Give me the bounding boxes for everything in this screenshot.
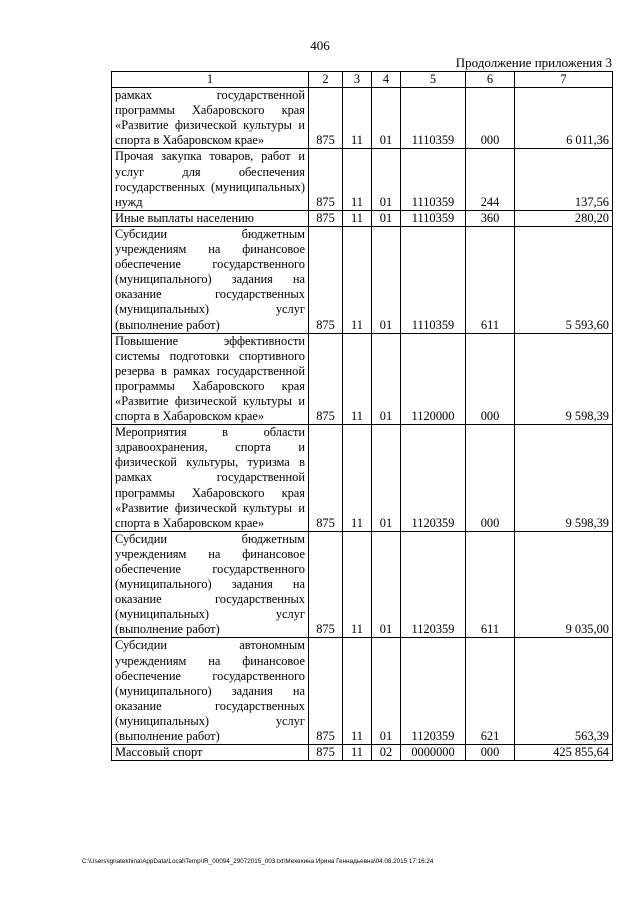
footer-file-path: C:\Users\ignatekhina\AppData\Local\Temp\IR_00094_29072015_003.txt\Мехехина Ирина Геннадьевна\04.08.2015 17:16:24 <box>82 858 434 865</box>
row-amount: 9 598,39 <box>515 333 613 425</box>
row-description: Субсидии автономным учреждениям на финансовое обеспечение государственного (муниципального) задания на оказание государственных (муниципальных) услуг (выполнение работ) <box>112 638 309 745</box>
row-admin-code: 875 <box>309 531 343 638</box>
budget-table <box>111 71 613 761</box>
header-col-7: 7 <box>515 72 613 88</box>
row-section: 11 <box>343 88 372 149</box>
header-col-5: 5 <box>401 72 466 88</box>
row-subsection: 02 <box>372 745 401 761</box>
row-subsection: 01 <box>372 149 401 210</box>
row-description: Субсидии бюджетным учреждениям на финансовое обеспечение государственного (муниципального) задания на оказание государственных (муниципальных) услуг (выполнение работ) <box>112 531 309 638</box>
row-amount: 5 593,60 <box>515 226 613 333</box>
row-description: Повышение эффективности системы подготовки спортивного резерва в рамках государственной программы Хабаровского края «Развитие физической культуры и спорта в Хабаровском крае» <box>112 333 309 425</box>
row-target-article: 1120359 <box>401 638 466 745</box>
row-target-article: 1110359 <box>401 226 466 333</box>
row-section: 11 <box>343 425 372 532</box>
row-admin-code: 875 <box>309 638 343 745</box>
row-amount: 425 855,64 <box>515 745 613 761</box>
row-amount: 563,39 <box>515 638 613 745</box>
row-description: Субсидии бюджетным учреждениям на финансовое обеспечение государственного (муниципального) задания на оказание государственных (муниципальных) услуг (выполнение работ) <box>112 226 309 333</box>
row-expense-type: 244 <box>466 149 515 210</box>
row-target-article: 1110359 <box>401 149 466 210</box>
row-description: Мероприятия в области здравоохранения, спорта и физической культуры, туризма в рамках государственной программы Хабаровского края «Развитие физической культуры и спорта в Хабаровском крае» <box>112 425 309 532</box>
row-section: 11 <box>343 745 372 761</box>
table-row <box>112 745 613 761</box>
row-amount: 280,20 <box>515 210 613 226</box>
row-description: Прочая закупка товаров, работ и услуг для обеспечения государственных (муниципальных) нужд <box>112 149 309 210</box>
row-section: 11 <box>343 149 372 210</box>
row-section: 11 <box>343 210 372 226</box>
table-row <box>112 425 613 532</box>
row-expense-type: 000 <box>466 333 515 425</box>
row-subsection: 01 <box>372 226 401 333</box>
row-admin-code: 875 <box>309 149 343 210</box>
table-header-row <box>112 72 613 88</box>
page-number: 406 <box>310 38 330 53</box>
row-subsection: 01 <box>372 333 401 425</box>
row-amount: 6 011,36 <box>515 88 613 149</box>
row-subsection: 01 <box>372 531 401 638</box>
table-row <box>112 210 613 226</box>
row-subsection: 01 <box>372 425 401 532</box>
row-admin-code: 875 <box>309 333 343 425</box>
row-section: 11 <box>343 333 372 425</box>
row-expense-type: 611 <box>466 226 515 333</box>
continuation-label: Продолжение приложения 3 <box>455 55 612 70</box>
header-col-2: 2 <box>309 72 343 88</box>
table-row <box>112 333 613 425</box>
row-expense-type: 360 <box>466 210 515 226</box>
row-target-article: 1110359 <box>401 210 466 226</box>
header-col-4: 4 <box>372 72 401 88</box>
row-expense-type: 000 <box>466 88 515 149</box>
row-expense-type: 621 <box>466 638 515 745</box>
row-expense-type: 611 <box>466 531 515 638</box>
row-admin-code: 875 <box>309 226 343 333</box>
row-section: 11 <box>343 226 372 333</box>
row-description: рамках государственной программы Хабаровского края «Развитие физической культуры и спорта в Хабаровском крае» <box>112 88 309 149</box>
row-amount: 137,56 <box>515 149 613 210</box>
row-admin-code: 875 <box>309 210 343 226</box>
row-section: 11 <box>343 531 372 638</box>
row-amount: 9 598,39 <box>515 425 613 532</box>
row-target-article: 1120359 <box>401 425 466 532</box>
row-target-article: 0000000 <box>401 745 466 761</box>
table-row <box>112 149 613 210</box>
row-description: Иные выплаты населению <box>112 210 309 226</box>
header-col-6: 6 <box>466 72 515 88</box>
row-target-article: 1110359 <box>401 88 466 149</box>
header-col-1: 1 <box>112 72 309 88</box>
row-admin-code: 875 <box>309 425 343 532</box>
row-section: 11 <box>343 638 372 745</box>
row-amount: 9 035,00 <box>515 531 613 638</box>
table-row <box>112 531 613 638</box>
table-row <box>112 88 613 149</box>
row-target-article: 1120359 <box>401 531 466 638</box>
row-subsection: 01 <box>372 638 401 745</box>
row-expense-type: 000 <box>466 425 515 532</box>
table-row <box>112 226 613 333</box>
row-admin-code: 875 <box>309 88 343 149</box>
table-row <box>112 638 613 745</box>
row-admin-code: 875 <box>309 745 343 761</box>
row-target-article: 1120000 <box>401 333 466 425</box>
row-subsection: 01 <box>372 88 401 149</box>
header-col-3: 3 <box>343 72 372 88</box>
row-expense-type: 000 <box>466 745 515 761</box>
row-subsection: 01 <box>372 210 401 226</box>
row-description: Массовый спорт <box>112 745 309 761</box>
